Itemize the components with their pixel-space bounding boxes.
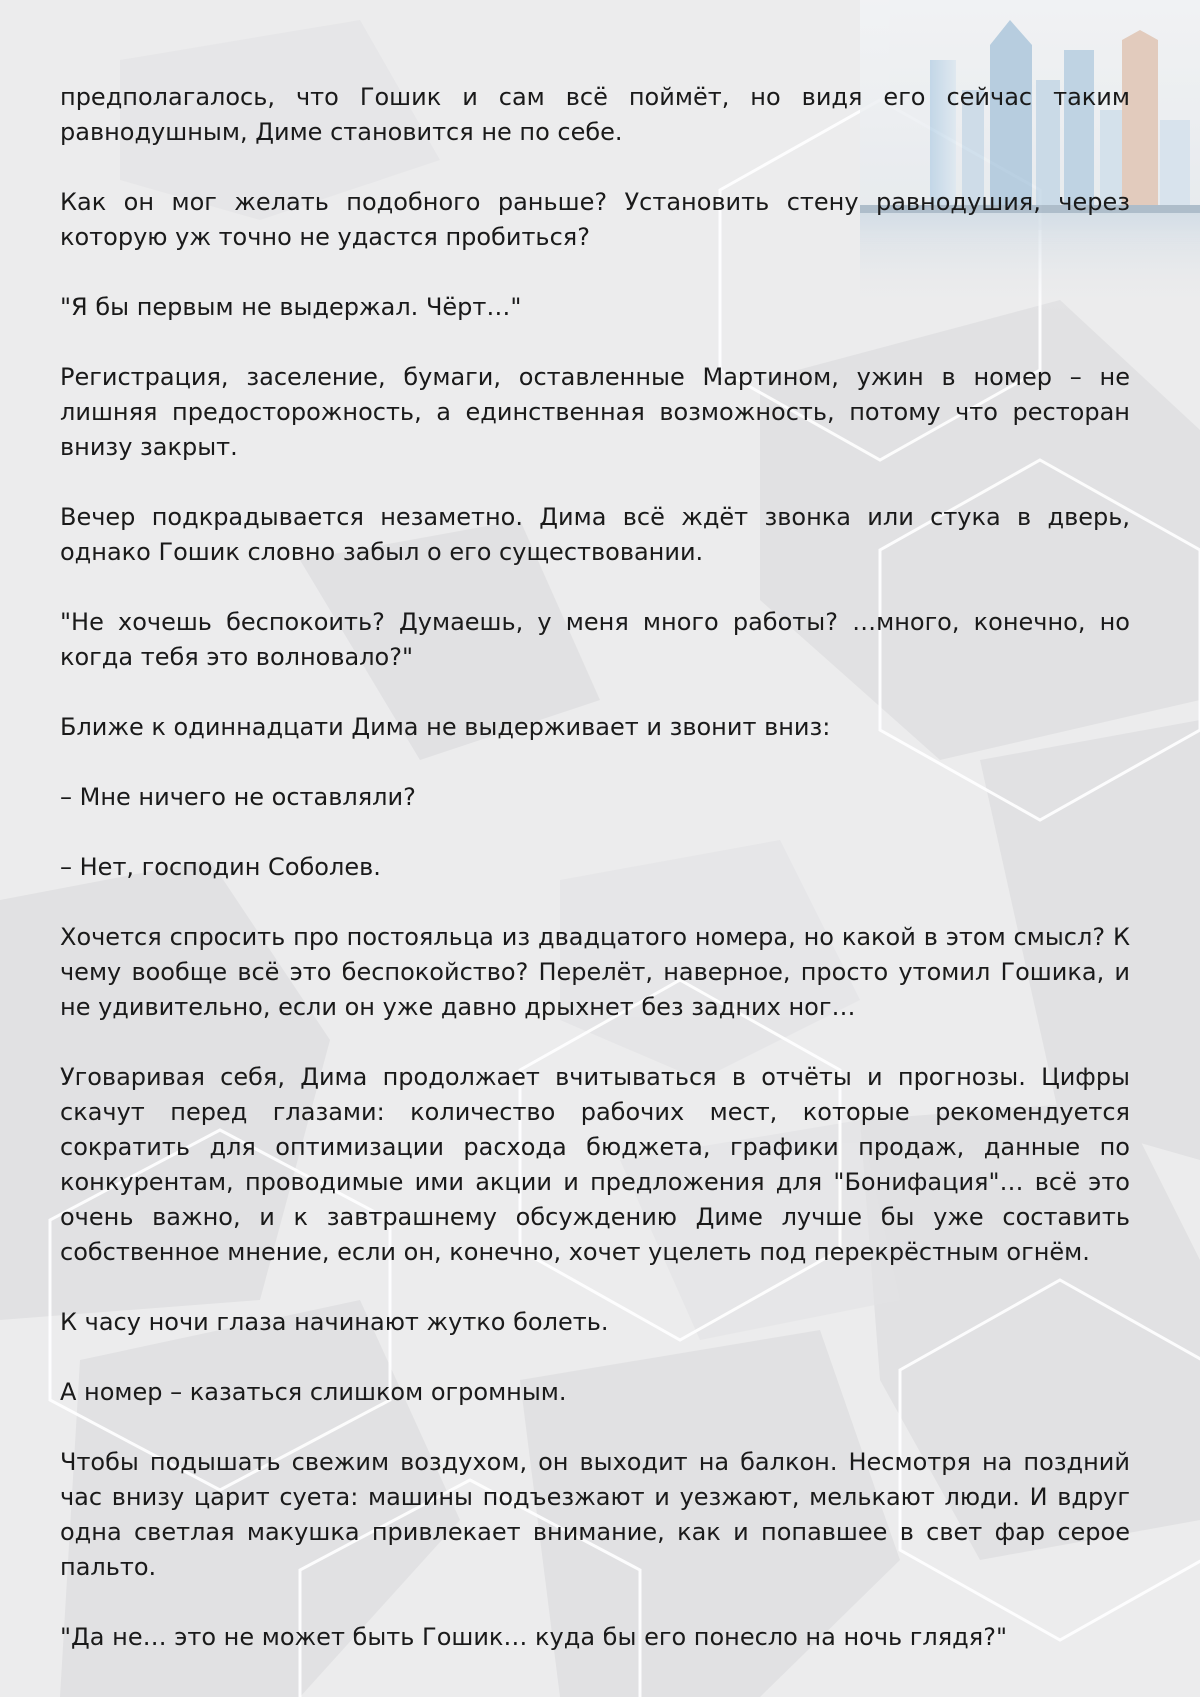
paragraph: А номер – казаться слишком огромным. <box>60 1378 567 1406</box>
paragraph: Чтобы подышать свежим воздухом, он выходит на балкон. Несмотря на поздний час внизу царит суета: машины подъезжают и уезжают, мелькают люди. И вдруг одна светлая макушка привлекает внимание, как и попавшее в свет фар серое пальто. <box>60 1448 1130 1581</box>
dialogue-line: – Нет, господин Соболев. <box>60 853 381 881</box>
paragraph: Регистрация, заселение, бумаги, оставленные Мартином, ужин в номер – не лишняя предосторожность, а единственная возможность, потому что ресторан внизу закрыт. <box>60 363 1130 461</box>
paragraph: Хочется спросить про постояльца из двадцатого номера, но какой в этом смысл? К чему вообще всё это беспокойство? Перелёт, наверное, просто утомил Гошика, и не удивительно, если он уже давно дрыхнет без задних ног… <box>60 923 1130 1021</box>
paragraph: К часу ночи глаза начинают жутко болеть. <box>60 1308 609 1336</box>
paragraph: "Не хочешь беспокоить? Думаешь, у меня много работы? …много, конечно, но когда тебя это волновало?" <box>60 608 1130 671</box>
paragraph: Уговаривая себя, Дима продолжает вчитываться в отчёты и прогнозы. Цифры скачут перед глазами: количество рабочих мест, которые рекомендуется сократить для оптимизации расхода бюджета, графики продаж, данные по конкурентам, проводимые ими акции и предложения для "Бонифация"… всё это очень важно, и к завтрашнему обсуждению Диме лучше бы уже составить собственное мнение, если он, конечно, хочет уцелеть под перекрёстным огнём. <box>60 1063 1130 1266</box>
document-body <box>60 80 1130 1690</box>
dialogue-line: – Мне ничего не оставляли? <box>60 783 416 811</box>
paragraph: "Я бы первым не выдержал. Чёрт…" <box>60 293 522 321</box>
paragraph: предполагалось, что Гошик и сам всё поймёт, но видя его сейчас таким равнодушным, Диме становится не по себе. <box>60 83 1130 146</box>
paragraph: "Да не… это не может быть Гошик… куда бы его понесло на ночь глядя?" <box>60 1623 1007 1651</box>
paragraph: Как он мог желать подобного раньше? Установить стену равнодушия, через которую уж точно не удастся пробиться? <box>60 188 1130 251</box>
paragraph: Вечер подкрадывается незаметно. Дима всё ждёт звонка или стука в дверь, однако Гошик словно забыл о его существовании. <box>60 503 1130 566</box>
paragraph: Ближе к одиннадцати Дима не выдерживает и звонит вниз: <box>60 713 831 741</box>
